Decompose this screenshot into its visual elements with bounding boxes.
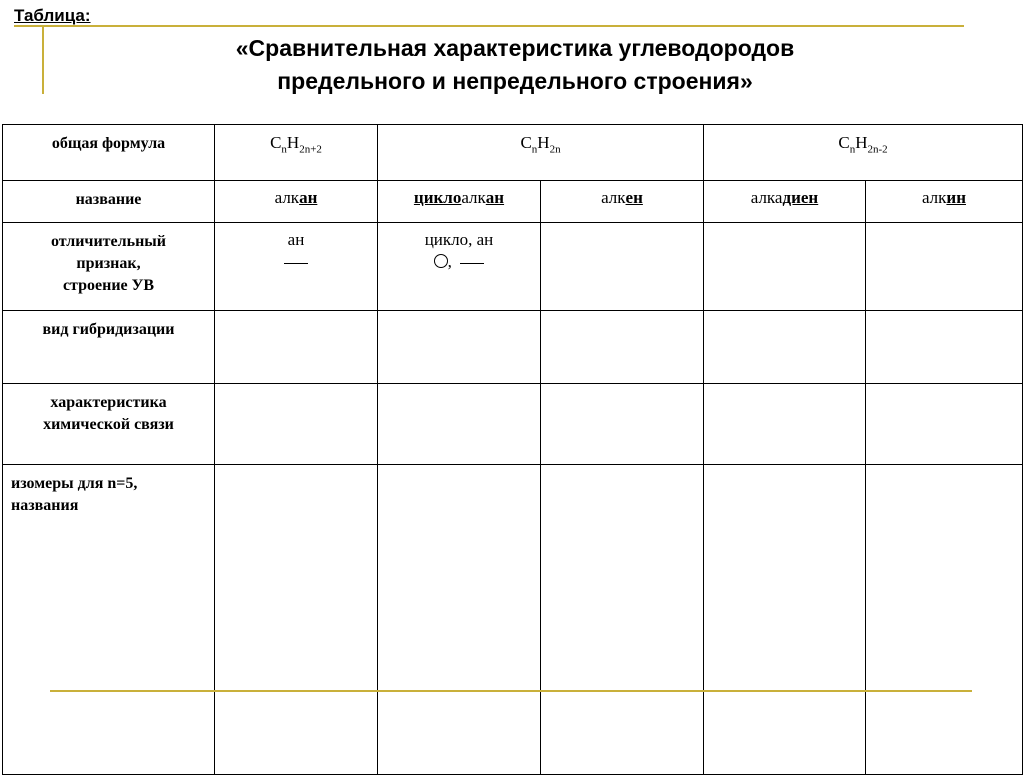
bottom-rule: [50, 690, 972, 692]
cell: [215, 465, 378, 775]
cell: [215, 384, 378, 465]
row-label-isomers: изомеры для n=5, названия: [3, 465, 215, 775]
top-rule: [14, 25, 964, 27]
row-feature: [3, 223, 1023, 311]
cell: [541, 384, 704, 465]
formula-diene-yne: $C_nH_{2n-2}$: [704, 125, 1023, 181]
formula-alkane: $C_nH_{2n+2}$: [215, 125, 378, 181]
single-bond-dash-icon: [284, 263, 308, 264]
cell: [866, 465, 1023, 775]
title-line-1: «Сравнительная характеристика углеводородов: [235, 35, 795, 61]
title-line-2: предельного и непредельного строения»: [277, 68, 753, 94]
row-label-hybrid: вид гибридизации: [3, 311, 215, 384]
cell: [541, 465, 704, 775]
cell: [541, 311, 704, 384]
ring-circle-icon: [434, 254, 448, 268]
page-title: [90, 32, 940, 98]
cell: [866, 311, 1023, 384]
feature-alkyne: [866, 223, 1023, 311]
name-alkane: алкан: [215, 181, 378, 223]
feature-alkadiene: [704, 223, 866, 311]
name-cycloalkane: циклоалкан: [378, 181, 541, 223]
formula-cyclo-alkene: $C_nH_{2n}$: [378, 125, 704, 181]
row-label-name: название: [3, 181, 215, 223]
table-label: Таблица:: [14, 6, 91, 25]
single-bond-dash-icon: [460, 263, 484, 264]
row-label-bond: характеристика химической связи: [3, 384, 215, 465]
cell: [866, 384, 1023, 465]
row-hybrid: [3, 311, 1023, 384]
feature-alkene: [541, 223, 704, 311]
row-formula: [3, 125, 1023, 181]
cell: [378, 465, 541, 775]
name-alkyne: алкин: [866, 181, 1023, 223]
name-alkene: алкен: [541, 181, 704, 223]
row-bond: [3, 384, 1023, 465]
row-isomers: [3, 465, 1023, 775]
row-label-feature: отличительный признак, строение УВ: [3, 223, 215, 311]
cell: [704, 465, 866, 775]
cell: [378, 384, 541, 465]
feature-cycloalkane: цикло, ан ,: [378, 223, 541, 311]
name-alkadiene: алкадиен: [704, 181, 866, 223]
cell: [215, 311, 378, 384]
cell: [704, 384, 866, 465]
row-label-formula: общая формула: [3, 125, 215, 181]
cell: [378, 311, 541, 384]
feature-alkane: ан: [215, 223, 378, 311]
side-rule: [42, 26, 44, 94]
comparison-table: [2, 124, 1023, 775]
row-name: [3, 181, 1023, 223]
cell: [704, 311, 866, 384]
